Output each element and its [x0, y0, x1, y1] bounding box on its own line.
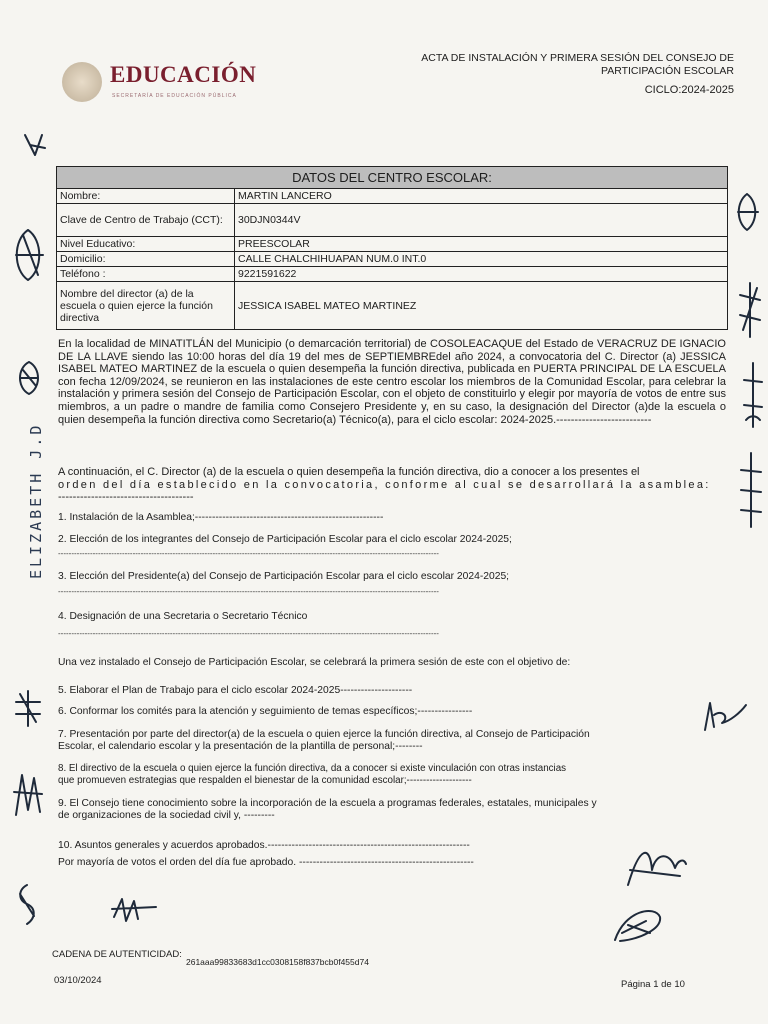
logo-subtitle: SECRETARÍA DE EDUCACIÓN PÚBLICA: [112, 93, 237, 99]
table-row: [57, 252, 728, 267]
signature-icon: [610, 905, 665, 945]
row-value: 9221591622: [235, 267, 728, 282]
signature-icon: [110, 895, 160, 925]
row-label: Teléfono :: [57, 267, 235, 282]
signature-icon: [737, 450, 765, 530]
agenda-intro-line1: A continuación, el C. Director (a) de la escuela o quien desempeña la función directiva, dio a conocer a los presentes el: [58, 466, 640, 478]
cadena-value: 261aaa99833683d1cc0308158f837bcb0f455d74: [186, 957, 369, 967]
agenda-item-5: 5. Elaborar el Plan de Trabajo para el ciclo escolar 2024-2025---------------------: [58, 685, 413, 696]
page-number: Página 1 de 10: [621, 979, 685, 990]
row-value: MARTIN LANCERO: [235, 189, 728, 204]
seal-logo-icon: [62, 62, 102, 102]
agenda-item-9-line1: 9. El Consejo tiene conocimiento sobre la incorporación de la escuela a programas federales, estatales, municipales y: [58, 798, 597, 809]
datos-centro-table: [56, 166, 728, 330]
signature-icon: [700, 695, 750, 735]
handwritten-name: ELIZABETH J.D: [27, 422, 45, 579]
signature-icon: [8, 225, 48, 285]
agenda-item-10: 10. Asuntos generales y acuerdos aprobados.-----------------------------------------------------------: [58, 840, 470, 851]
table-row: [57, 267, 728, 282]
signature-icon: [10, 770, 44, 820]
logo-word: EDUCACIÓN: [110, 62, 257, 87]
row-label: Nivel Educativo:: [57, 237, 235, 252]
signature-icon: [735, 280, 765, 340]
agenda-item-8-line2: que promueven estrategias que respalden el bienestar de la comunidad escolar;--------------------: [58, 775, 472, 786]
row-label: Nombre:: [57, 189, 235, 204]
table-row: [57, 189, 728, 204]
agenda-item-3: 3. Elección del Presidente(a) del Consejo de Participación Escolar para el ciclo escolar 2024-2025;: [58, 571, 510, 582]
table-row: [57, 282, 728, 330]
cadena-label: CADENA DE AUTENTICIDAD:: [52, 949, 182, 960]
signature-icon: [12, 688, 44, 730]
agenda-item-6: 6. Conformar los comités para la atención y seguimiento de temas específicos;----------------: [58, 706, 473, 717]
signature-icon: [620, 840, 690, 890]
agenda-item-7-line2: Escolar, el calendario escolar y la presentación de la plantilla de personal;--------: [58, 741, 423, 752]
agenda-item-8-line1: 8. El directivo de la escuela o quien ejerce la función directiva, da a conocer si existe vinculación con otras instancias: [58, 763, 567, 774]
row-value: 30DJN0344V: [235, 204, 728, 237]
approval-statement: Por mayoría de votos el orden del día fue aprobado. ---------------------------------------------------: [58, 857, 474, 868]
opening-paragraph: En la localidad de MINATITLÁN del Municipio (o demarcación territorial) de COSOLEACAQUE del Estado de VERACRUZ DE IGNACIO DE LA LLAVE siendo las 10:00 horas del día 19 del mes de SEPTIEMBREdel año 2024, a convocatoria del C. Director (a) JESSICA ISABEL MATEO MARTINEZ de la escuela o quien desempeña la función directiva, publicada en PUERTA PRINCIPAL DE LA ESCUELA con fecha 12/09/2024, se reunieron en las instalaciones de este centro escolar los miembros de la Comunidad Escolar, para celebrar la instalación y primera sesión del Consejo de Participación Escolar, con el objeto de constituirlo y elegir por mayoría de votos de entre sus miembros, a un padre o mandre de familia como Consejero Presidente y, en su caso, la designación del Director (a)de la escuela o quien desempeña la función directiva como Secretario(a) Técnico(a), para el ciclo escolar: 2024-2025.--------------------------: [58, 338, 726, 426]
dash-line: -----------------------------------------------------------------------------------------------------------------------------------------------: [58, 587, 439, 596]
row-value: CALLE CHALCHIHUAPAN NUM.0 INT.0: [235, 252, 728, 267]
agenda-item-2: 2. Elección de los integrantes del Consejo de Participación Escolar para el ciclo escolar 2024-2025;: [58, 534, 512, 545]
agenda-intro: [58, 466, 726, 504]
agenda-item-7: [58, 729, 658, 753]
document-date: 03/10/2024: [54, 975, 102, 986]
signature-icon: [740, 360, 766, 430]
row-label: Domicilio:: [57, 252, 235, 267]
agenda-item-8: [58, 763, 658, 787]
signature-icon: [12, 880, 42, 930]
row-label: Nombre del director (a) de la escuela o quien ejerce la función directiva: [57, 282, 235, 330]
document-title-line1: ACTA DE INSTALACIÓN Y PRIMERA SESIÓN DEL CONSEJO DE: [421, 52, 734, 64]
agenda-item-9-line2: de organizaciones de la sociedad civil y, ---------: [58, 810, 275, 821]
row-label: Clave de Centro de Trabajo (CCT):: [57, 204, 235, 237]
table-heading: DATOS DEL CENTRO ESCOLAR:: [57, 167, 728, 189]
signature-icon: [14, 358, 44, 398]
signature-icon: [20, 130, 50, 160]
agenda-intro-line2: orden del día establecido en la convocatoria, conforme al cual se desarrollará la asamblea:: [58, 478, 711, 491]
agenda-item-9: [58, 798, 658, 822]
ciclo-label: CICLO:2024-2025: [644, 84, 734, 96]
agenda-item-4: 4. Designación de una Secretaria o Secretario Técnico: [58, 611, 308, 622]
table-row: [57, 204, 728, 237]
document-title-line2: PARTICIPACIÓN ESCOLAR: [600, 65, 734, 77]
dash-line: -----------------------------------------------------------------------------------------------------------------------------------------------: [58, 549, 439, 558]
agenda-intro-line3: -------------------------------------: [58, 491, 194, 504]
agenda-item-7-line1: 7. Presentación por parte del director(a) de la escuela o quien ejerce la función directiva, al Consejo de Participación: [58, 729, 590, 740]
agenda-item-1: 1. Instalación de la Asamblea;-------------------------------------------------------: [58, 512, 384, 523]
dash-line: -----------------------------------------------------------------------------------------------------------------------------------------------: [58, 629, 439, 638]
row-value: PREESCOLAR: [235, 237, 728, 252]
row-value: JESSICA ISABEL MATEO MARTINEZ: [235, 282, 728, 330]
session-intro: Una vez instalado el Consejo de Participación Escolar, se celebrará la primera sesión de este con el objetivo de:: [58, 657, 571, 668]
document-title: [414, 52, 734, 78]
table-row: [57, 237, 728, 252]
signature-icon: [732, 190, 762, 235]
